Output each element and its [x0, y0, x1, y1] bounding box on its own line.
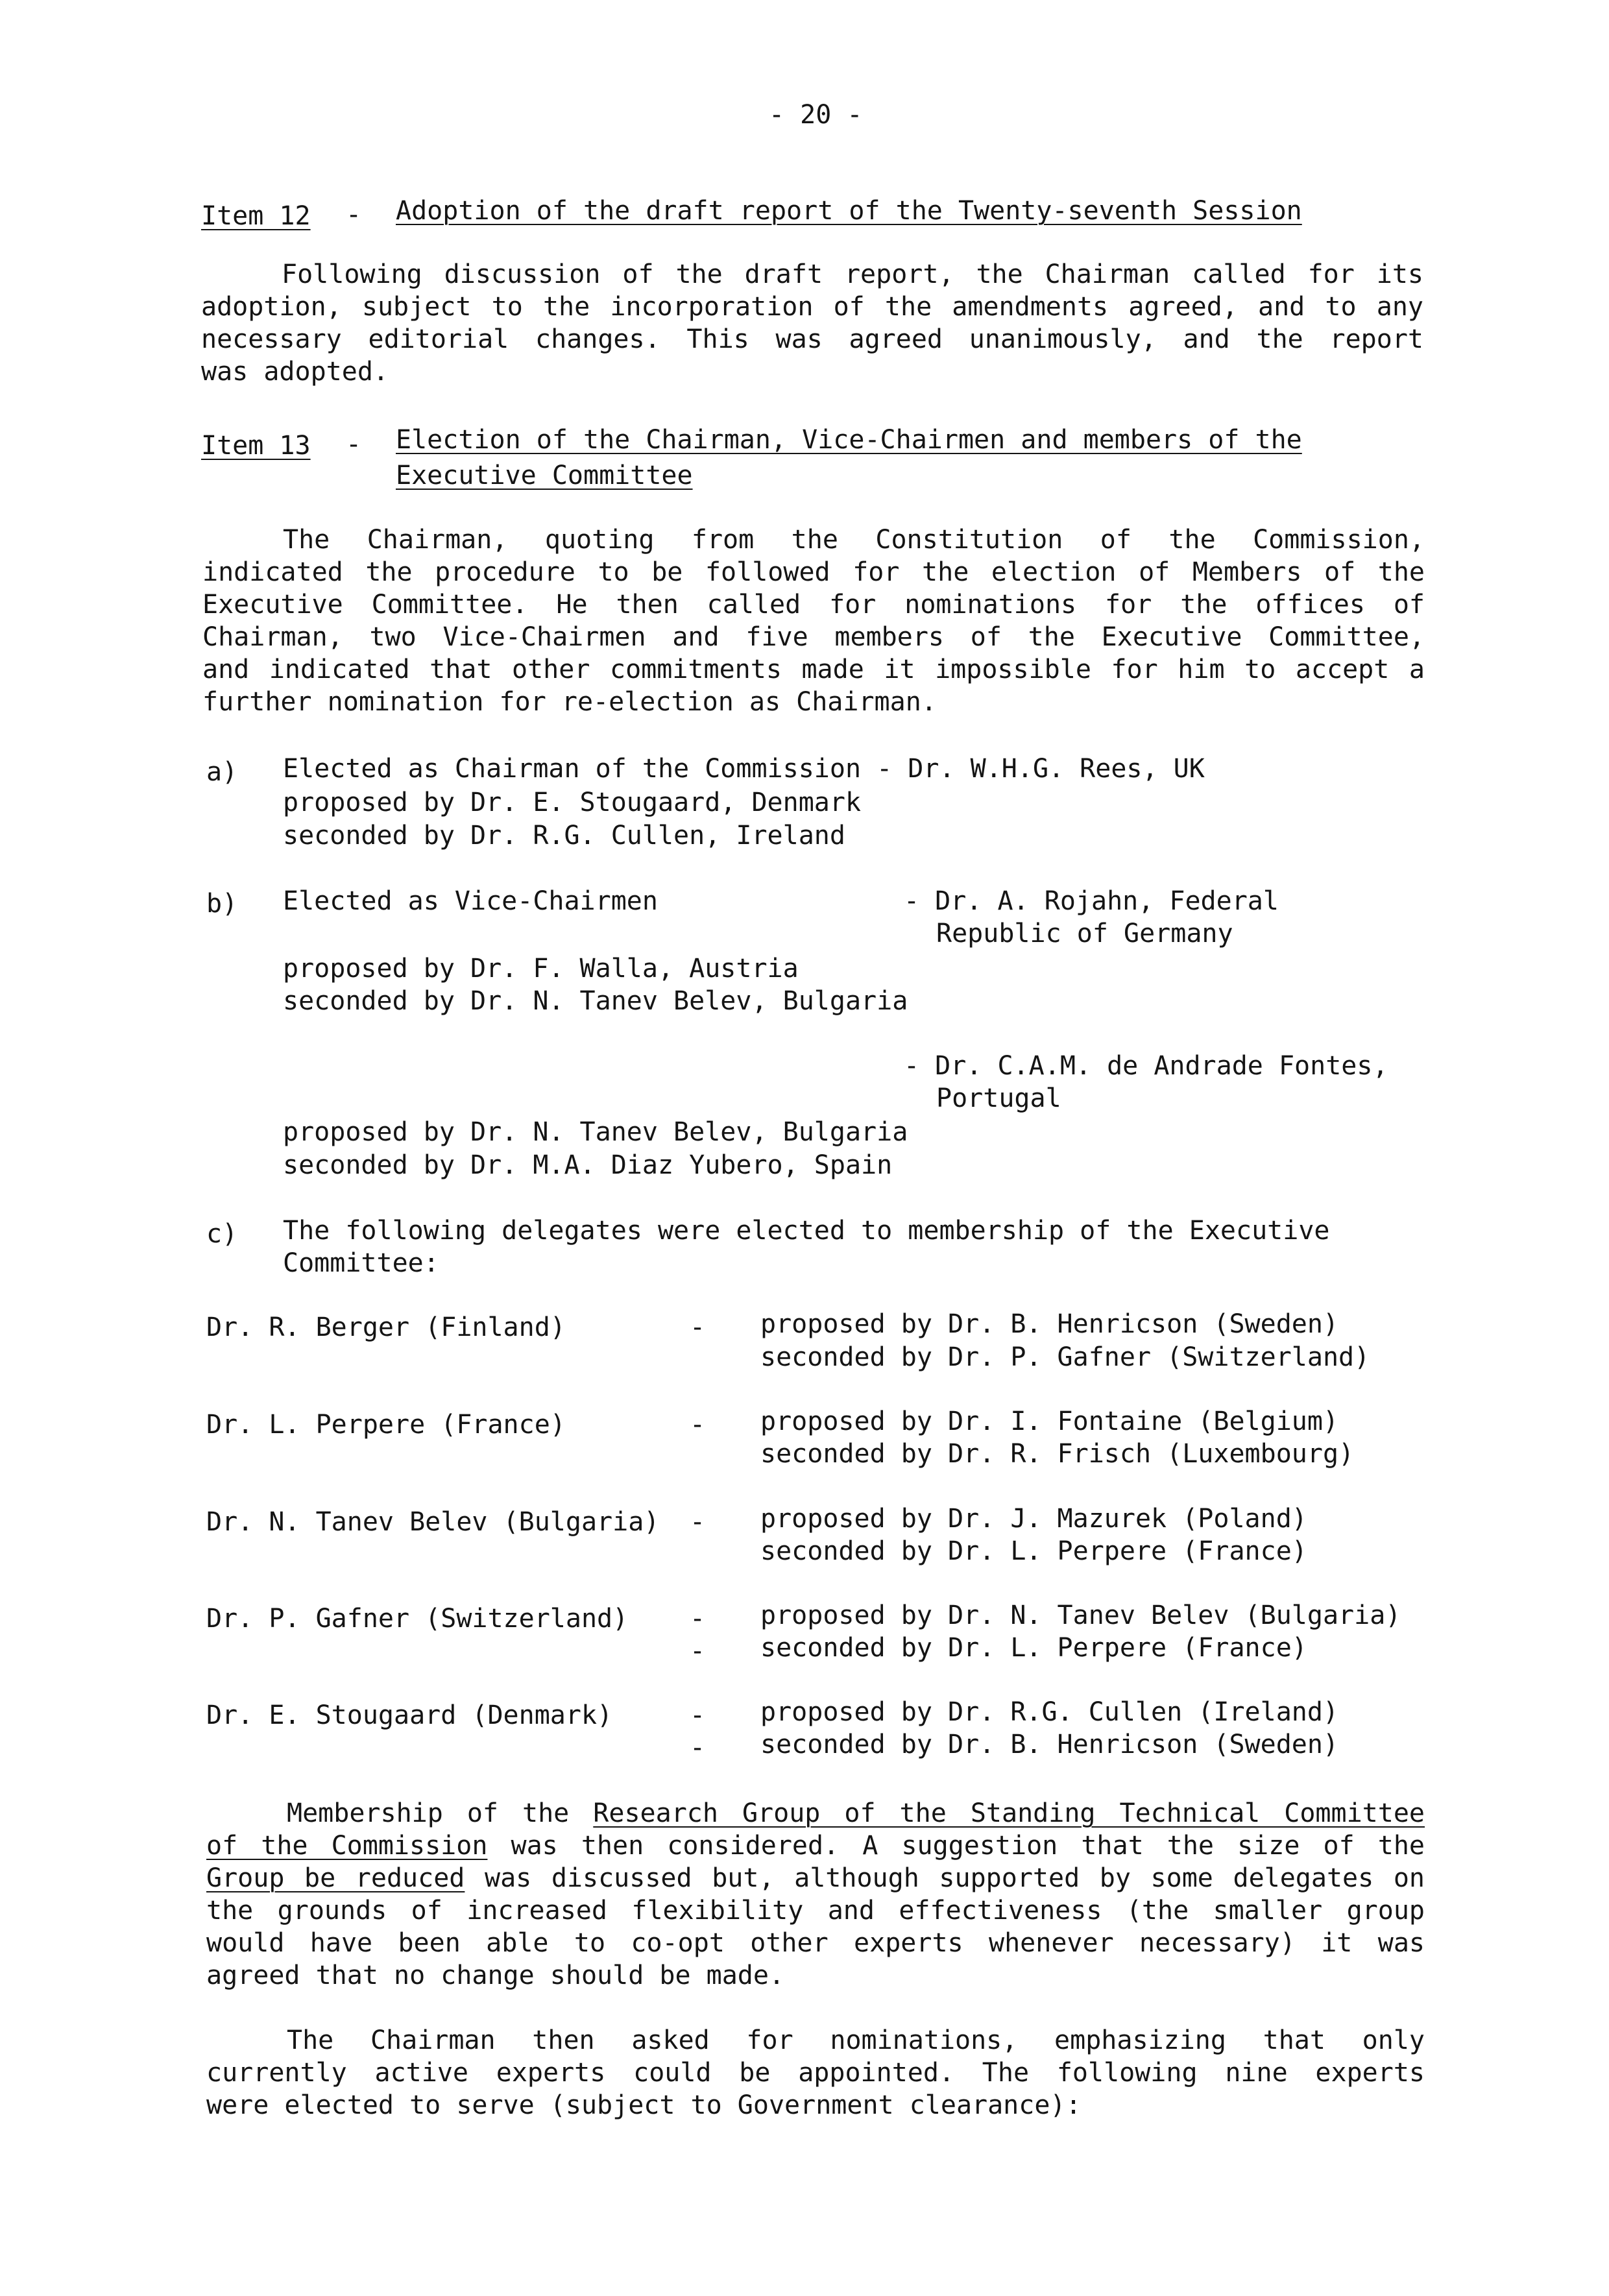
group-reduced-reference: Group be reduced	[206, 1863, 465, 1893]
vice-chairman-2-name-line1: - Dr. C.A.M. de Andrade Fontes,	[904, 1051, 1388, 1081]
item-b-marker: b)	[206, 889, 238, 919]
item13-para-line: and indicated that other commitments made it impossible for him to accept a	[202, 655, 1425, 684]
item12-para-line: necessary editorial changes. This was agreed unanimously, and the report	[201, 324, 1423, 354]
member-proposed: proposed by Dr. N. Tanev Belev (Bulgaria)	[760, 1601, 1401, 1630]
vice-chairman-2-name-line2: Portugal	[936, 1083, 1061, 1113]
membership-text: was discussed but, although supported by some delegates on	[465, 1863, 1425, 1893]
final-para-line: The Chairman then asked for nominations, emphasizing that only	[287, 2025, 1425, 2055]
vice-chairman-1-name-line1: - Dr. A. Rojahn, Federal	[904, 886, 1279, 916]
item13-para-line: Chairman, two Vice-Chairmen and five members of the Executive Committee,	[202, 622, 1425, 652]
membership-text: was then considered. A suggestion that the size of the	[487, 1831, 1425, 1861]
member-dash: -	[690, 1733, 706, 1763]
item13-title-line2: Executive Committee	[396, 461, 693, 490]
member-dash: -	[690, 1604, 706, 1634]
membership-text: Membership of the	[287, 1798, 594, 1828]
member-proposed: proposed by Dr. J. Mazurek (Poland)	[760, 1504, 1307, 1534]
item-a-line2: proposed by Dr. E. Stougaard, Denmark	[283, 788, 862, 817]
member-dash: -	[690, 1507, 706, 1537]
vice-chairman-1-seconded: seconded by Dr. N. Tanev Belev, Bulgaria	[283, 986, 908, 1016]
member-dash: -	[690, 1700, 706, 1730]
final-para-line: currently active experts could be appointed. The following nine experts	[206, 2058, 1425, 2088]
item-c-line1: The following delegates were elected to membership of the Executive	[283, 1216, 1330, 1246]
item-b-label: Elected as Vice-Chairmen	[283, 886, 658, 916]
member-seconded: seconded by Dr. B. Henricson (Sweden)	[760, 1730, 1339, 1759]
membership-para-line: agreed that no change should be made.	[206, 1961, 785, 1990]
item12-para-line: was adopted.	[201, 357, 389, 387]
member-dash: -	[690, 1410, 706, 1440]
item13-dash: -	[346, 429, 362, 459]
item13-title-line1: Election of the Chairman, Vice-Chairmen and members of the	[396, 425, 1302, 455]
vice-chairman-1-name-line2: Republic of Germany	[936, 919, 1233, 949]
item12-para-line: adoption, subject to the incorporation of the amendments agreed, and to any	[201, 292, 1423, 322]
membership-para-line: the grounds of increased flexibility and effectiveness (the smaller group	[206, 1896, 1425, 1926]
item12-title: Adoption of the draft report of the Twenty-seventh Session	[396, 196, 1302, 226]
member-name: Dr. E. Stougaard (Denmark)	[206, 1700, 613, 1730]
member-dash: -	[690, 1636, 706, 1666]
membership-para-line	[206, 1797, 1425, 1830]
membership-paragraph	[206, 1797, 1425, 1992]
item13-para-line: indicated the procedure to be followed for the election of Members of the	[202, 557, 1425, 587]
item13-label: Item 13	[201, 431, 311, 461]
item-a-line1: Elected as Chairman of the Commission - Dr. W.H.G. Rees, UK	[283, 754, 1205, 784]
item13-para-line: The Chairman, quoting from the Constitution of the Commission,	[283, 525, 1425, 555]
item-c-line2: Committee:	[283, 1248, 439, 1278]
item-c-marker: c)	[206, 1219, 238, 1249]
item13-paragraph	[202, 524, 1425, 718]
member-dash: -	[690, 1312, 706, 1342]
final-paragraph	[206, 2024, 1425, 2121]
member-seconded: seconded by Dr. L. Perpere (France)	[760, 1536, 1307, 1566]
item12-paragraph	[201, 258, 1423, 388]
member-seconded: seconded by Dr. P. Gafner (Switzerland)	[760, 1342, 1370, 1372]
commission-reference: of the Commission	[206, 1831, 488, 1861]
member-name: Dr. N. Tanev Belev (Bulgaria)	[206, 1507, 660, 1537]
membership-para-line	[206, 1862, 1425, 1894]
item13-para-line: further nomination for re-election as Chairman.	[202, 687, 937, 717]
item12-label: Item 12	[201, 201, 311, 231]
research-group-reference: Research Group of the Standing Technical Committee	[593, 1798, 1425, 1828]
item12-para-line: Following discussion of the draft report, the Chairman called for its	[282, 260, 1423, 289]
member-name: Dr. L. Perpere (France)	[206, 1410, 566, 1440]
final-para-line: were elected to serve (subject to Government clearance):	[206, 2090, 1082, 2120]
page-number: - 20 -	[769, 100, 863, 130]
vice-chairman-2-proposed: proposed by Dr. N. Tanev Belev, Bulgaria	[283, 1117, 908, 1147]
vice-chairman-1-proposed: proposed by Dr. F. Walla, Austria	[283, 954, 799, 984]
item-a-marker: a)	[206, 757, 238, 787]
member-name: Dr. R. Berger (Finland)	[206, 1312, 566, 1342]
item-a-line3: seconded by Dr. R.G. Cullen, Ireland	[283, 821, 845, 851]
membership-para-line: would have been able to co-opt other experts whenever necessary) it was	[206, 1928, 1425, 1958]
member-proposed: proposed by Dr. I. Fontaine (Belgium)	[760, 1407, 1339, 1436]
item13-para-line: Executive Committee. He then called for nominations for the offices of	[202, 590, 1425, 620]
vice-chairman-2-seconded: seconded by Dr. M.A. Diaz Yubero, Spain	[283, 1150, 893, 1180]
item12-dash: -	[346, 200, 362, 230]
member-proposed: proposed by Dr. B. Henricson (Sweden)	[760, 1309, 1339, 1339]
member-seconded: seconded by Dr. R. Frisch (Luxembourg)	[760, 1439, 1355, 1469]
member-seconded: seconded by Dr. L. Perpere (France)	[760, 1633, 1307, 1663]
member-proposed: proposed by Dr. R.G. Cullen (Ireland)	[760, 1697, 1339, 1727]
member-name: Dr. P. Gafner (Switzerland)	[206, 1604, 629, 1634]
membership-para-line	[206, 1830, 1425, 1862]
